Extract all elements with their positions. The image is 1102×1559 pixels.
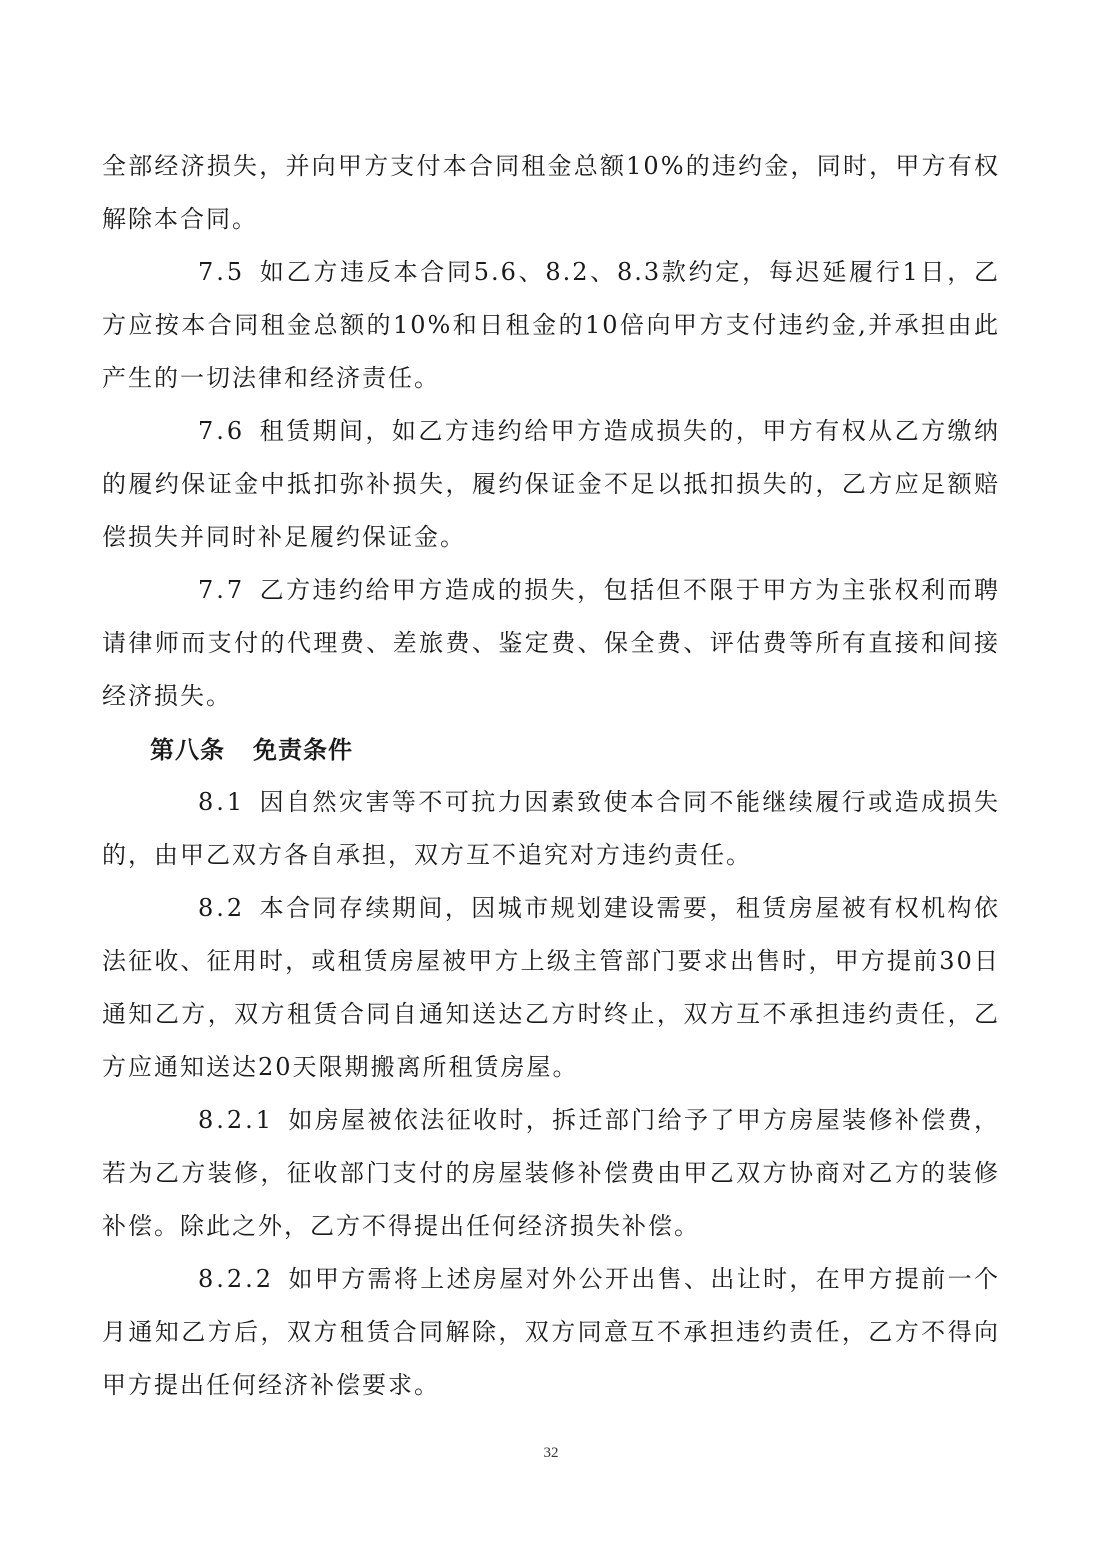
clause-8-2 — [102, 882, 1000, 1094]
clause-number: 8.2.2 — [198, 1265, 275, 1293]
clause-7-6 — [102, 405, 1000, 564]
clause-text: 租赁期间，如乙方违约给甲方造成损失的，甲方有权从乙方缴纳的履约保证金中抵扣弥补损失，履约保证金不足以抵扣损失的，乙方应足额赔偿损失并同时补足履约保证金。 — [102, 417, 1000, 551]
page-number: 32 — [543, 1445, 559, 1461]
clause-text: 如房屋被依法征收时，拆迁部门给予了甲方房屋装修补偿费，若为乙方装修，征收部门支付的房屋装修补偿费由甲乙双方协商对乙方的装修补偿。除此之外，乙方不得提出任何经济损失补偿。 — [102, 1106, 1000, 1240]
clause-text: 本合同存续期间，因城市规划建设需要，租赁房屋被有权机构依法征收、征用时，或租赁房屋被甲方上级主管部门要求出售时，甲方提前30日通知乙方，双方租赁合同自通知送达乙方时终止，双方互不承担违约责任，乙方应通知送达20天限期搬离所租赁房屋。 — [102, 894, 1000, 1081]
clause-number: 8.1 — [198, 788, 246, 816]
clause-text: 如甲方需将上述房屋对外公开出售、出让时，在甲方提前一个月通知乙方后，双方租赁合同解除，双方同意互不承担违约责任，乙方不得向甲方提出任何经济补偿要求。 — [102, 1265, 1000, 1399]
clause-number: 7.7 — [198, 576, 246, 604]
clause-8-1 — [102, 776, 1000, 882]
clause-8-2-2 — [102, 1253, 1000, 1412]
article-title: 免责条件 — [253, 735, 353, 764]
clause-text: 如乙方违反本合同5.6、8.2、8.3款约定，每迟延履行1日，乙方应按本合同租金总额的10%和日租金的10倍向甲方支付违约金,并承担由此产生的一切法律和经济责任。 — [102, 258, 1000, 392]
article-number: 第八条 — [150, 735, 225, 764]
clause-text: 乙方违约给甲方造成的损失，包括但不限于甲方为主张权利而聘请律师而支付的代理费、差旅费、鉴定费、保全费、评估费等所有直接和间接经济损失。 — [102, 576, 1000, 710]
clause-number: 8.2.1 — [198, 1106, 275, 1134]
article-8-heading — [102, 723, 1000, 776]
clause-8-2-1 — [102, 1094, 1000, 1253]
clause-number: 7.6 — [198, 417, 246, 445]
clause-text: 因自然灾害等不可抗力因素致使本合同不能继续履行或造成损失的，由甲乙双方各自承担，双方互不追究对方违约责任。 — [102, 788, 1000, 869]
clause-7-7 — [102, 564, 1000, 723]
clause-number: 7.5 — [198, 258, 246, 286]
page-content — [102, 140, 1000, 1412]
clause-7-5 — [102, 246, 1000, 405]
paragraph-continued: 全部经济损失，并向甲方支付本合同租金总额10%的违约金，同时，甲方有权解除本合同。 — [102, 152, 1000, 233]
clause-number: 8.2 — [198, 894, 246, 922]
